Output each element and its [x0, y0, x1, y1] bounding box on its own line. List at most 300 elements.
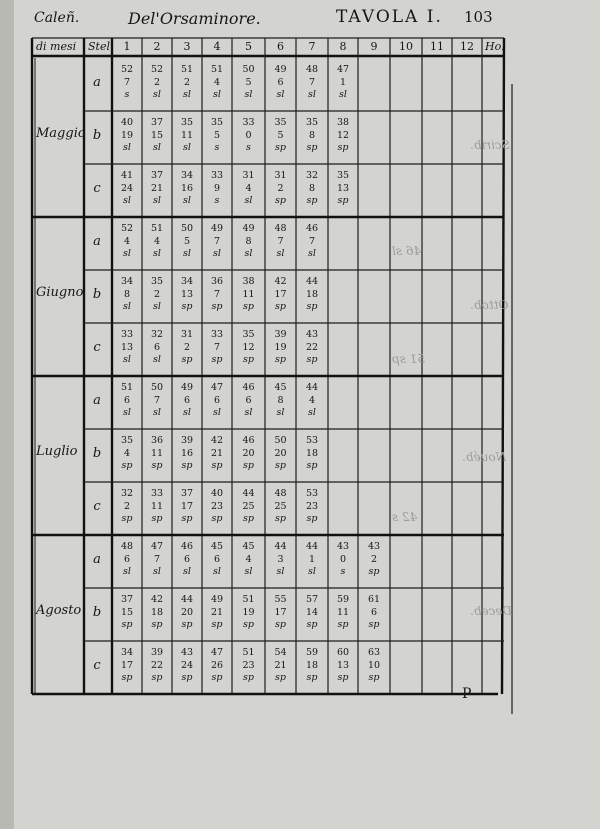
cell-altitude: 31: [242, 170, 255, 181]
cell-degree: 6: [213, 394, 221, 406]
cell-direction: sp: [181, 619, 193, 630]
cell-degree: 17: [274, 288, 287, 300]
cell-altitude: 33: [120, 329, 134, 340]
table-cell: [234, 594, 264, 632]
table-cell: [172, 594, 202, 632]
cell-degree: 23: [305, 500, 319, 512]
cell-degree: 19: [242, 606, 255, 618]
cell-degree: 11: [180, 129, 194, 141]
table-cell: [202, 435, 232, 473]
cell-direction: sp: [306, 195, 318, 206]
cell-degree: 12: [336, 129, 350, 141]
cell-altitude: 48: [274, 488, 287, 499]
cell-altitude: 40: [210, 488, 224, 499]
cell-degree: 6: [123, 394, 131, 406]
hour-column-header: 3: [183, 40, 191, 53]
cell-altitude: 50: [242, 64, 255, 75]
cell-degree: 23: [242, 659, 255, 671]
table-cell: [202, 382, 232, 420]
cell-direction: sl: [308, 248, 316, 259]
table-cell: [172, 435, 202, 473]
table-cell: [297, 382, 327, 420]
hour-column-header: 10: [399, 40, 413, 53]
hour-column-header: 11: [430, 40, 444, 53]
hour-column-header: 2: [153, 40, 161, 53]
cell-degree: 7: [213, 341, 221, 353]
table-cell: [142, 647, 172, 685]
cell-altitude: 53: [305, 488, 319, 499]
cell-degree: 21: [210, 606, 224, 618]
cell-altitude: 33: [242, 117, 255, 128]
cell-altitude: 49: [274, 64, 287, 75]
cell-direction: sl: [153, 354, 161, 365]
table-cell: [297, 117, 327, 155]
table-cell: [359, 647, 389, 685]
cell-degree: 2: [183, 341, 191, 353]
cell-direction: sp: [151, 513, 163, 524]
cell-direction: sl: [276, 89, 285, 100]
cell-altitude: 50: [274, 435, 287, 446]
cell-direction: sp: [275, 619, 286, 630]
cell-degree: 11: [242, 288, 255, 300]
cell-altitude: 59: [336, 594, 350, 605]
cell-degree: 2: [153, 288, 161, 300]
table-cell: [112, 276, 142, 314]
star-row-letter: c: [93, 180, 101, 196]
cell-altitude: 33: [150, 488, 164, 499]
table-cell: [266, 647, 296, 685]
cell-degree: 4: [153, 235, 161, 247]
cell-direction: sp: [306, 513, 318, 524]
table-cell: [202, 117, 232, 155]
cell-altitude: 35: [180, 117, 194, 128]
cell-direction: sp: [337, 195, 349, 206]
cell-direction: sp: [337, 672, 349, 683]
cell-degree: 6: [213, 553, 221, 565]
cell-altitude: 37: [150, 117, 164, 128]
hours-end-header: Ho.: [485, 40, 505, 53]
cell-altitude: 42: [274, 276, 287, 287]
cell-altitude: 43: [336, 541, 350, 552]
cell-degree: 14: [305, 606, 319, 618]
cell-altitude: 63: [367, 647, 381, 658]
cell-direction: sl: [244, 248, 253, 259]
table-cell: [297, 435, 327, 473]
cell-degree: 2: [183, 76, 191, 88]
cell-altitude: 32: [120, 488, 134, 499]
cell-degree: 11: [336, 606, 350, 618]
table-cell: [112, 382, 142, 420]
cell-direction: sl: [308, 89, 316, 100]
cell-degree: 10: [367, 659, 381, 671]
cell-altitude: 31: [180, 329, 194, 340]
cell-direction: sp: [337, 142, 349, 153]
cell-altitude: 35: [305, 117, 319, 128]
cell-direction: sl: [153, 89, 161, 100]
bleed-through-text: Scirib.: [470, 138, 510, 152]
cell-altitude: 31: [274, 170, 287, 181]
table-cell: [328, 117, 358, 155]
table-cell: [172, 276, 202, 314]
month-label: Agosto: [36, 602, 82, 618]
cell-altitude: 35: [150, 276, 164, 287]
cell-direction: sp: [121, 460, 133, 471]
cell-direction: sl: [183, 566, 191, 577]
cell-direction: sp: [211, 301, 223, 312]
cell-direction: sl: [123, 248, 131, 259]
table-right-rule: [502, 38, 504, 694]
cell-direction: sp: [306, 142, 318, 153]
cell-direction: sp: [211, 619, 223, 630]
cell-direction: sl: [153, 566, 161, 577]
table-cell: [142, 382, 172, 420]
cell-altitude: 46: [242, 435, 255, 446]
cell-altitude: 32: [150, 329, 164, 340]
bleed-through-text: Nouéb.: [462, 450, 507, 464]
cell-altitude: 46: [180, 541, 194, 552]
cell-direction: sl: [153, 301, 161, 312]
cell-altitude: 40: [120, 117, 134, 128]
cell-degree: 21: [150, 182, 164, 194]
cell-altitude: 48: [120, 541, 134, 552]
table-cell: [202, 170, 232, 208]
cell-degree: 16: [180, 182, 194, 194]
table-cell: [202, 647, 232, 685]
cell-degree: 5: [277, 129, 284, 141]
cell-degree: 17: [274, 606, 287, 618]
table-cell: [202, 64, 232, 102]
table-cell: [202, 594, 232, 632]
table-cell: [297, 223, 327, 261]
cell-degree: 5: [183, 235, 191, 247]
cell-degree: 4: [123, 235, 131, 247]
stars-column-header: Stel.: [88, 40, 114, 53]
cell-altitude: 44: [242, 488, 255, 499]
cell-direction: s: [246, 142, 251, 153]
table-cell: [142, 594, 172, 632]
hour-column-header: 9: [370, 40, 378, 53]
cell-direction: sp: [243, 301, 254, 312]
cell-degree: 6: [123, 553, 131, 565]
table-cell: [266, 435, 296, 473]
cell-degree: 6: [153, 341, 161, 353]
cell-altitude: 45: [274, 382, 287, 393]
cell-degree: 8: [308, 129, 316, 141]
cell-degree: 2: [370, 553, 378, 565]
cell-altitude: 51: [150, 223, 164, 234]
cell-degree: 7: [153, 553, 161, 565]
cell-degree: 19: [120, 129, 134, 141]
table-cell: [266, 541, 296, 579]
cell-altitude: 48: [274, 223, 287, 234]
cell-degree: 1: [339, 76, 347, 88]
cell-direction: sp: [243, 672, 254, 683]
cell-direction: sl: [244, 407, 253, 418]
cell-degree: 24: [180, 659, 194, 671]
cell-altitude: 45: [210, 541, 224, 552]
cell-direction: sp: [337, 619, 349, 630]
cell-direction: sl: [183, 407, 191, 418]
cell-degree: 20: [274, 447, 287, 459]
month-label: Giugno: [36, 284, 84, 300]
table-cell: [234, 382, 264, 420]
cell-direction: sl: [308, 407, 316, 418]
table-cell: [359, 594, 389, 632]
cell-altitude: 44: [305, 276, 319, 287]
table-cell: [234, 541, 264, 579]
cell-degree: 7: [123, 76, 131, 88]
bleed-through-text: 51 sp: [392, 352, 425, 366]
cell-direction: sp: [306, 301, 318, 312]
cell-direction: sl: [183, 89, 191, 100]
table-cell: [172, 223, 202, 261]
cell-altitude: 47: [150, 541, 164, 552]
table-cell: [142, 117, 172, 155]
table-cell: [142, 170, 172, 208]
cell-direction: sl: [183, 248, 191, 259]
table-cell: [328, 647, 358, 685]
cell-altitude: 35: [120, 435, 134, 446]
cell-altitude: 36: [210, 276, 224, 287]
star-row-letter: b: [92, 286, 102, 302]
cell-direction: s: [340, 566, 346, 577]
cell-altitude: 42: [150, 594, 164, 605]
table-cell: [142, 488, 172, 526]
cell-degree: 15: [120, 606, 134, 618]
signature-mark: P: [462, 686, 472, 702]
table-cell: [112, 541, 142, 579]
cell-altitude: 52: [120, 64, 134, 75]
cell-direction: sp: [275, 142, 286, 153]
cell-direction: sp: [275, 513, 286, 524]
cell-altitude: 38: [242, 276, 255, 287]
cell-degree: 17: [120, 659, 134, 671]
cell-altitude: 51: [242, 594, 255, 605]
table-cell: [172, 170, 202, 208]
table-cell: [142, 223, 172, 261]
cell-direction: sp: [243, 513, 254, 524]
cell-altitude: 32: [305, 170, 319, 181]
cell-degree: 5: [213, 129, 221, 141]
cell-altitude: 50: [150, 382, 164, 393]
table-cell: [234, 435, 264, 473]
cell-direction: sl: [308, 566, 316, 577]
cell-altitude: 33: [210, 329, 224, 340]
cell-altitude: 36: [150, 435, 164, 446]
cell-altitude: 53: [305, 435, 319, 446]
cell-degree: 13: [336, 182, 350, 194]
cell-direction: sp: [243, 354, 254, 365]
cell-degree: 6: [370, 606, 378, 618]
cell-direction: sp: [151, 460, 163, 471]
table-cell: [112, 223, 142, 261]
bleed-through-text: Deceb.: [470, 604, 513, 618]
cell-altitude: 61: [367, 594, 381, 605]
table-cell: [234, 170, 264, 208]
cell-direction: sp: [306, 460, 318, 471]
cell-degree: 16: [180, 447, 194, 459]
cell-degree: 20: [242, 447, 255, 459]
table-cell: [297, 647, 327, 685]
cell-direction: sl: [213, 407, 221, 418]
running-head-table-label: TAVOLA I.: [336, 7, 443, 27]
cell-altitude: 34: [120, 647, 134, 658]
cell-altitude: 35: [274, 117, 287, 128]
cell-direction: sl: [213, 566, 221, 577]
hour-column-header: 5: [245, 40, 252, 53]
cell-altitude: 41: [120, 170, 134, 181]
cell-degree: 2: [123, 500, 131, 512]
cell-altitude: 43: [305, 329, 319, 340]
cell-altitude: 51: [120, 382, 134, 393]
table-cell: [328, 594, 358, 632]
cell-altitude: 50: [180, 223, 194, 234]
month-label: Luglio: [36, 443, 78, 459]
cell-direction: sl: [276, 407, 285, 418]
cell-degree: 8: [123, 288, 131, 300]
cell-direction: sl: [153, 142, 161, 153]
cell-degree: 0: [339, 553, 347, 565]
cell-degree: 2: [277, 182, 284, 194]
table-cell: [172, 647, 202, 685]
table-cell: [112, 488, 142, 526]
table-cell: [234, 647, 264, 685]
cell-altitude: 49: [210, 223, 224, 234]
cell-degree: 18: [305, 288, 319, 300]
cell-altitude: 49: [180, 382, 194, 393]
cell-degree: 7: [277, 235, 284, 247]
cell-altitude: 55: [274, 594, 287, 605]
cell-altitude: 35: [242, 329, 255, 340]
cell-degree: 4: [308, 394, 316, 406]
cell-degree: 11: [150, 447, 164, 459]
cell-altitude: 46: [305, 223, 319, 234]
hour-column-header: 12: [460, 40, 474, 53]
table-cell: [234, 64, 264, 102]
cell-altitude: 37: [150, 170, 164, 181]
running-head-left: Caleñ.: [34, 10, 80, 26]
table-cell: [297, 170, 327, 208]
cell-direction: sl: [339, 89, 347, 100]
cell-degree: 4: [245, 182, 252, 194]
table-cell: [266, 117, 296, 155]
table-cell: [172, 329, 202, 367]
cell-degree: 4: [213, 76, 221, 88]
cell-degree: 17: [180, 500, 194, 512]
star-row-letter: a: [93, 551, 101, 567]
table-cell: [112, 435, 142, 473]
cell-degree: 4: [123, 447, 131, 459]
bleed-through-text: 46 sl: [392, 244, 422, 258]
cell-degree: 6: [183, 553, 191, 565]
cell-direction: sl: [153, 195, 161, 206]
cell-altitude: 51: [242, 647, 255, 658]
cell-altitude: 34: [120, 276, 134, 287]
table-cell: [266, 276, 296, 314]
table-cell: [328, 64, 358, 102]
hour-column-header: 6: [277, 40, 284, 53]
cell-direction: sp: [181, 301, 193, 312]
cell-degree: 22: [150, 659, 164, 671]
star-row-letter: a: [93, 392, 101, 408]
cell-direction: sl: [183, 195, 191, 206]
table-cell: [112, 647, 142, 685]
cell-direction: sp: [243, 619, 254, 630]
cell-degree: 3: [277, 553, 284, 565]
cell-altitude: 52: [150, 64, 164, 75]
bleed-through-text: 42 s: [392, 510, 418, 524]
cell-degree: 8: [245, 235, 252, 247]
cell-degree: 19: [274, 341, 287, 353]
table-cell: [234, 223, 264, 261]
cell-direction: sp: [275, 301, 286, 312]
cell-altitude: 54: [274, 647, 287, 658]
cell-degree: 13: [120, 341, 134, 353]
table-cell: [266, 223, 296, 261]
star-row-letter: a: [93, 233, 101, 249]
cell-degree: 18: [150, 606, 164, 618]
hour-column-header: 7: [308, 40, 316, 53]
cell-degree: 23: [210, 500, 224, 512]
cell-altitude: 47: [210, 647, 224, 658]
cell-direction: sp: [275, 460, 286, 471]
cell-direction: sp: [121, 513, 133, 524]
cell-altitude: 57: [305, 594, 319, 605]
table-cell: [266, 64, 296, 102]
table-cell: [202, 276, 232, 314]
table-cell: [112, 329, 142, 367]
cell-direction: sl: [153, 407, 161, 418]
cell-altitude: 46: [242, 382, 255, 393]
table-cell: [234, 276, 264, 314]
months-column-header: di mesi: [36, 40, 77, 53]
cell-degree: 7: [308, 76, 316, 88]
cell-direction: s: [214, 195, 220, 206]
table-cell: [328, 170, 358, 208]
cell-degree: 13: [180, 288, 194, 300]
cell-direction: sl: [276, 566, 285, 577]
cell-direction: sl: [213, 89, 221, 100]
cell-direction: sl: [123, 354, 131, 365]
star-row-letter: c: [93, 498, 101, 514]
running-head-title: Del'Orsaminore.: [128, 9, 261, 28]
cell-direction: s: [124, 89, 130, 100]
cell-altitude: 35: [210, 117, 224, 128]
cell-direction: sl: [244, 566, 253, 577]
table-cell: [142, 276, 172, 314]
table-cell: [297, 276, 327, 314]
cell-direction: sl: [123, 301, 131, 312]
cell-direction: sp: [243, 460, 254, 471]
cell-direction: sp: [275, 672, 286, 683]
hour-column-header: 4: [213, 40, 221, 53]
cell-degree: 8: [277, 394, 284, 406]
cell-altitude: 52: [120, 223, 134, 234]
cell-direction: sp: [211, 672, 223, 683]
cell-degree: 6: [277, 76, 284, 88]
cell-degree: 2: [153, 76, 161, 88]
table-cell: [266, 329, 296, 367]
cell-altitude: 39: [150, 647, 164, 658]
cell-direction: sl: [276, 248, 285, 259]
cell-degree: 25: [274, 500, 287, 512]
cell-direction: sp: [211, 460, 223, 471]
cell-altitude: 48: [305, 64, 319, 75]
table-cell: [234, 329, 264, 367]
bleed-through-text: Ottob.: [470, 298, 509, 312]
table-cell: [297, 329, 327, 367]
cell-degree: 25: [242, 500, 255, 512]
